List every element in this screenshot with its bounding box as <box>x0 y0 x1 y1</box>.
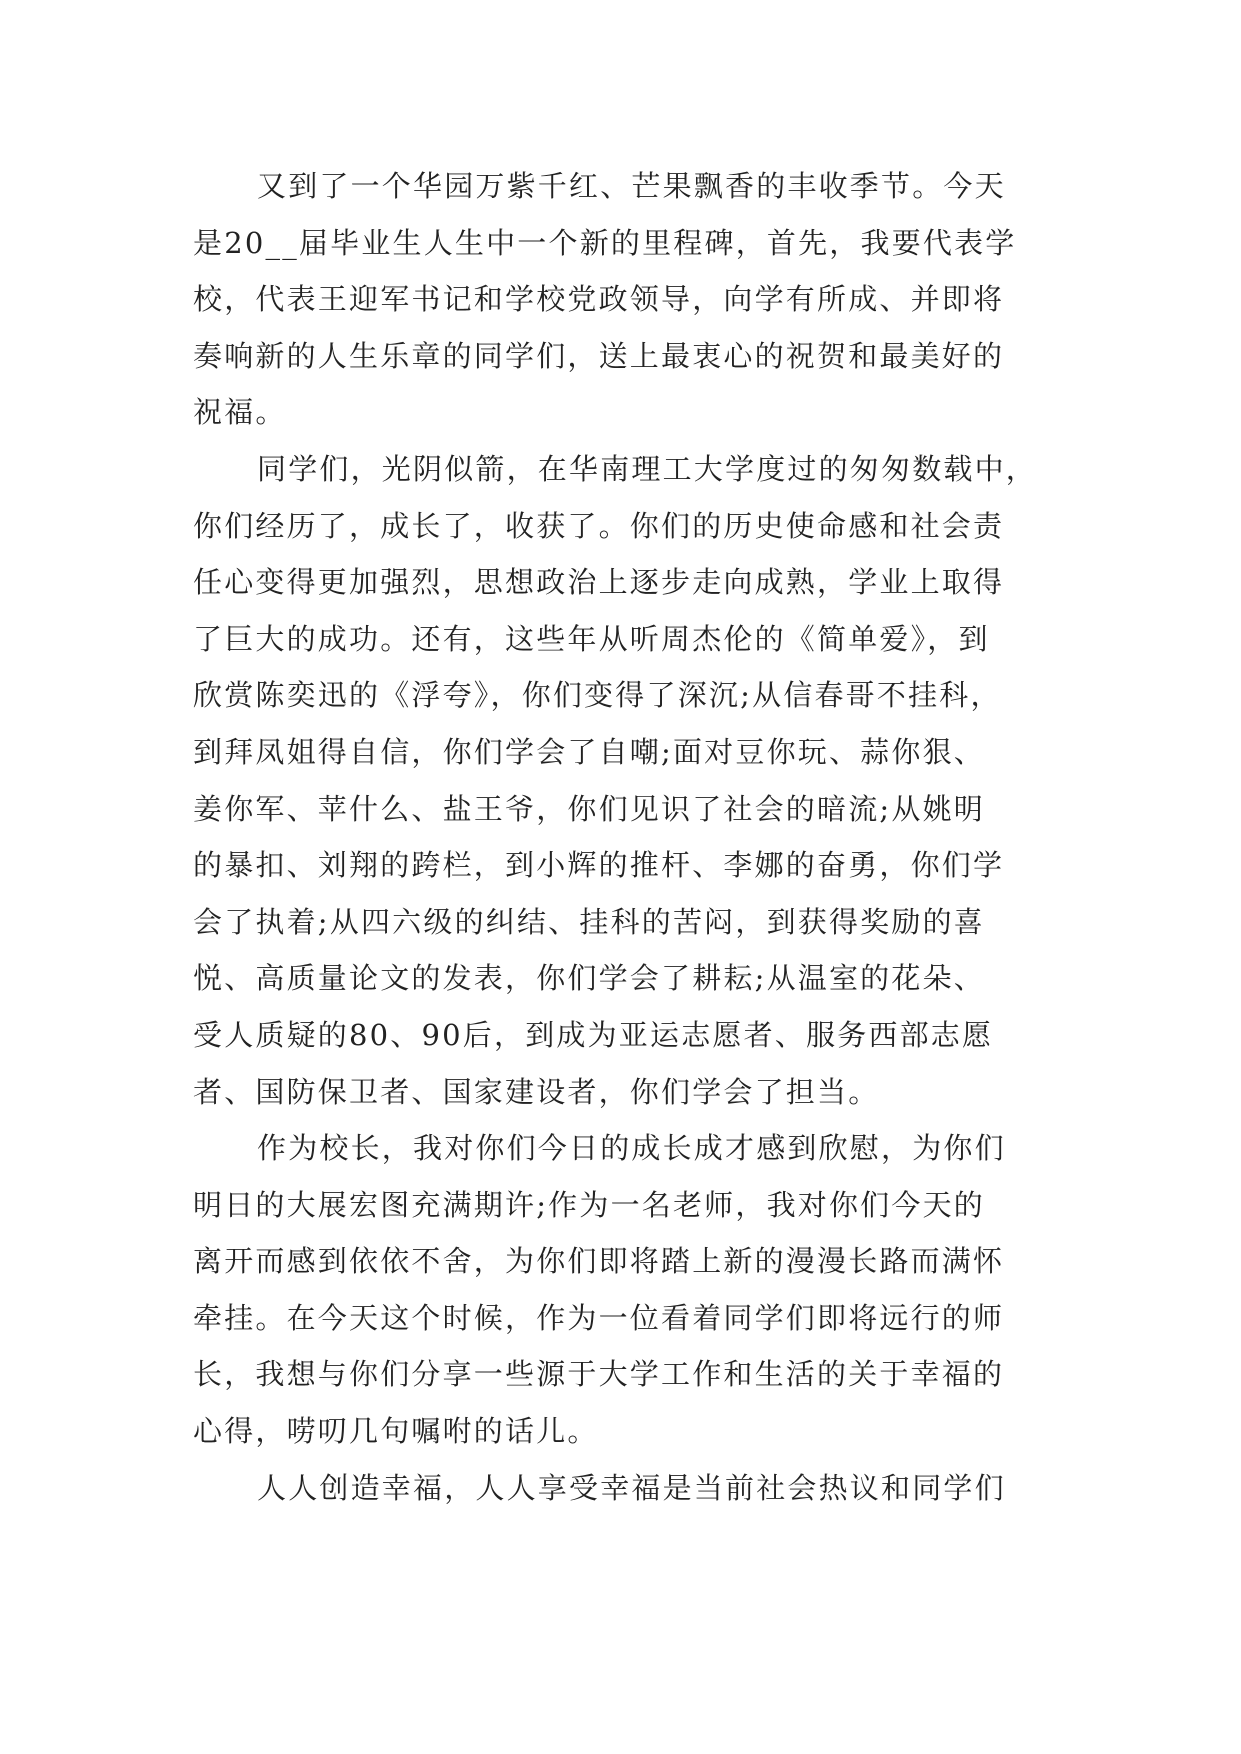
text-line: 同学们，光阴似箭，在华南理工大学度过的匆匆数载中， <box>257 451 1038 486</box>
text-line: 受人质疑的80、90后，到成为亚运志愿者、服务西部志愿 <box>193 1017 994 1052</box>
text-line: 到拜凤姐得自信，你们学会了自嘲;面对豆你玩、蒜你狠、 <box>193 734 985 769</box>
text-line: 祝福。 <box>193 395 287 430</box>
text-line: 你们经历了，成长了，收获了。你们的历史使命感和社会责 <box>193 508 1005 543</box>
text-line: 明日的大展宏图充满期许;作为一名老师，我对你们今天的 <box>193 1187 985 1222</box>
text-line: 离开而感到依依不舍，为你们即将踏上新的漫漫长路而满怀 <box>193 1244 1005 1279</box>
text-line: 奏响新的人生乐章的同学们，送上最衷心的祝贺和最美好的 <box>193 338 1005 373</box>
paragraph-2 <box>193 441 1063 1120</box>
text-line: 又到了一个华园万紫千红、芒果飘香的丰收季节。今天 <box>257 169 1006 203</box>
paragraph-1 <box>193 158 1063 441</box>
text-line: 心得，唠叨几句嘱咐的话儿。 <box>193 1414 599 1449</box>
text-line: 的暴扣、刘翔的跨栏，到小辉的推杆、李娜的奋勇，你们学 <box>193 848 1005 883</box>
text-line: 任心变得更加强烈，思想政治上逐步走向成熟，学业上取得 <box>193 565 1005 600</box>
text-line: 是20__届毕业生人生中一个新的里程碑，首先，我要代表学 <box>193 225 1017 260</box>
text-line: 会了执着;从四六级的纠结、挂科的苦闷，到获得奖励的喜 <box>193 904 985 939</box>
text-line: 了巨大的成功。还有，这些年从听周杰伦的《简单爱》，到 <box>193 621 990 656</box>
text-line: 作为校长，我对你们今日的成长成才感到欣慰，为你们 <box>257 1131 1006 1166</box>
document-body <box>193 158 1063 1516</box>
text-line: 长，我想与你们分享一些源于大学工作和生活的关于幸福的 <box>193 1357 1005 1392</box>
text-line: 欣赏陈奕迅的《浮夸》，你们变得了深沉;从信春哥不挂科， <box>193 678 1002 713</box>
text-line: 悦、高质量论文的发表，你们学会了耕耘;从温室的花朵、 <box>193 961 985 996</box>
text-line: 牵挂。在今天这个时候，作为一位看着同学们即将远行的师 <box>193 1300 1005 1335</box>
text-line: 人人创造幸福，人人享受幸福是当前社会热议和同学们 <box>257 1470 1006 1505</box>
paragraph-3 <box>193 1120 1063 1460</box>
text-line: 校，代表王迎军书记和学校党政领导，向学有所成、并即将 <box>193 282 1005 317</box>
paragraph-4 <box>193 1460 1063 1517</box>
text-line: 者、国防保卫者、国家建设者，你们学会了担当。 <box>193 1074 880 1109</box>
text-line: 姜你军、苹什么、盐王爷，你们见识了社会的暗流;从姚明 <box>193 791 985 826</box>
